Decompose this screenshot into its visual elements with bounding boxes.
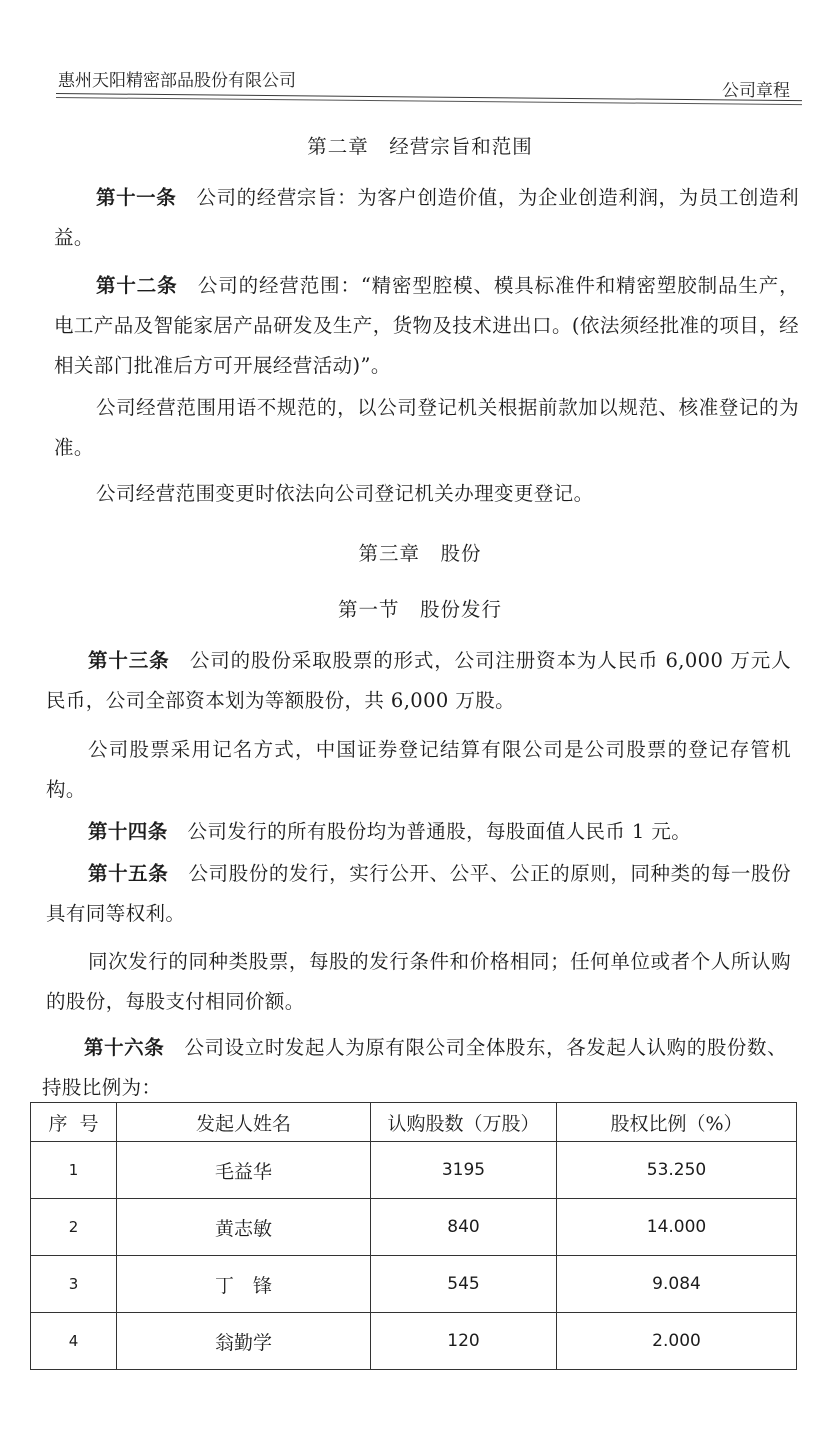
cell-serial: 4 bbox=[31, 1313, 117, 1370]
article-16-text: 公司设立时发起人为原有限公司全体股东，各发起人认购的股份数、持股比例为： bbox=[42, 1036, 787, 1099]
cell-serial: 2 bbox=[31, 1199, 117, 1256]
article-15-label: 第十五条 bbox=[88, 862, 169, 885]
cell-founder-name: 丁 锋 bbox=[117, 1256, 371, 1313]
article-13 bbox=[46, 641, 791, 721]
header-company-name: 惠州天阳精密部品股份有限公司 bbox=[58, 71, 296, 91]
paragraph-same-issue: 同次发行的同种类股票，每股的发行条件和价格相同；任何单位或者个人所认购的股份，每股支付相同价额。 bbox=[46, 950, 791, 1013]
article-14 bbox=[46, 812, 791, 852]
article-15 bbox=[46, 854, 791, 934]
article-13-label: 第十三条 bbox=[88, 649, 170, 672]
article-13-text: 公司的股份采取股票的形式，公司注册资本为人民币 6,000 万元人民币，公司全部资本划为等额股份，共 6,000 万股。 bbox=[46, 649, 791, 712]
article-12-label: 第十二条 bbox=[96, 274, 178, 297]
table-row bbox=[31, 1313, 797, 1370]
cell-ratio: 53.250 bbox=[557, 1142, 797, 1199]
table-row bbox=[31, 1199, 797, 1256]
header-subscribed-shares: 认购股数（万股） bbox=[371, 1103, 557, 1142]
cell-founder-name: 翁勤学 bbox=[117, 1313, 371, 1370]
table-row bbox=[31, 1256, 797, 1313]
article-11 bbox=[54, 178, 799, 258]
header-founder-name: 发起人姓名 bbox=[117, 1103, 371, 1142]
cell-founder-name: 黄志敏 bbox=[117, 1199, 371, 1256]
cell-shares: 545 bbox=[371, 1256, 557, 1313]
section-1-title: 第一节 股份发行 bbox=[337, 598, 502, 621]
article-15-text: 公司股份的发行，实行公开、公平、公正的原则，同种类的每一股份具有同等权利。 bbox=[46, 862, 791, 925]
header-document-type: 公司章程 bbox=[722, 81, 790, 101]
cell-shares: 120 bbox=[371, 1313, 557, 1370]
article-14-label: 第十四条 bbox=[88, 820, 168, 843]
cell-founder-name: 毛益华 bbox=[117, 1142, 371, 1199]
article-12-text: 公司的经营范围：“精密型腔模、模具标准件和精密塑胶制品生产，电工产品及智能家居产品研发及生产，货物及技术进出口。(依法须经批准的项目，经相关部门批准后方可开展经营活动)”。 bbox=[54, 274, 799, 377]
table-row bbox=[31, 1142, 797, 1199]
table-header-row bbox=[31, 1103, 797, 1142]
cell-serial: 3 bbox=[31, 1256, 117, 1313]
cell-shares: 840 bbox=[371, 1199, 557, 1256]
article-11-label: 第十一条 bbox=[96, 186, 177, 209]
article-11-text: 公司的经营宗旨：为客户创造价值，为企业创造利润，为员工创造利益。 bbox=[54, 186, 799, 249]
article-16-label: 第十六条 bbox=[84, 1036, 165, 1059]
chapter-3-title: 第三章 股份 bbox=[358, 542, 482, 565]
paragraph-registered-shares: 公司股票采用记名方式，中国证券登记结算有限公司是公司股票的登记存管机构。 bbox=[46, 738, 791, 801]
paragraph-scope-change: 公司经营范围变更时依法向公司登记机关办理变更登记。 bbox=[96, 482, 594, 505]
founders-share-table bbox=[30, 1102, 797, 1370]
chapter-2-title: 第二章 经营宗旨和范围 bbox=[307, 135, 533, 158]
cell-serial: 1 bbox=[31, 1142, 117, 1199]
cell-ratio: 2.000 bbox=[557, 1313, 797, 1370]
cell-ratio: 14.000 bbox=[557, 1199, 797, 1256]
cell-ratio: 9.084 bbox=[557, 1256, 797, 1313]
article-12 bbox=[54, 266, 799, 386]
paragraph-scope-normalization: 公司经营范围用语不规范的，以公司登记机关根据前款加以规范、核准登记的为准。 bbox=[54, 396, 799, 459]
header-serial-number: 序 号 bbox=[31, 1103, 117, 1142]
cell-shares: 3195 bbox=[371, 1142, 557, 1199]
article-16 bbox=[42, 1028, 787, 1108]
header-equity-ratio: 股权比例（%） bbox=[557, 1103, 797, 1142]
article-14-text: 公司发行的所有股份均为普通股，每股面值人民币 1 元。 bbox=[167, 820, 692, 843]
